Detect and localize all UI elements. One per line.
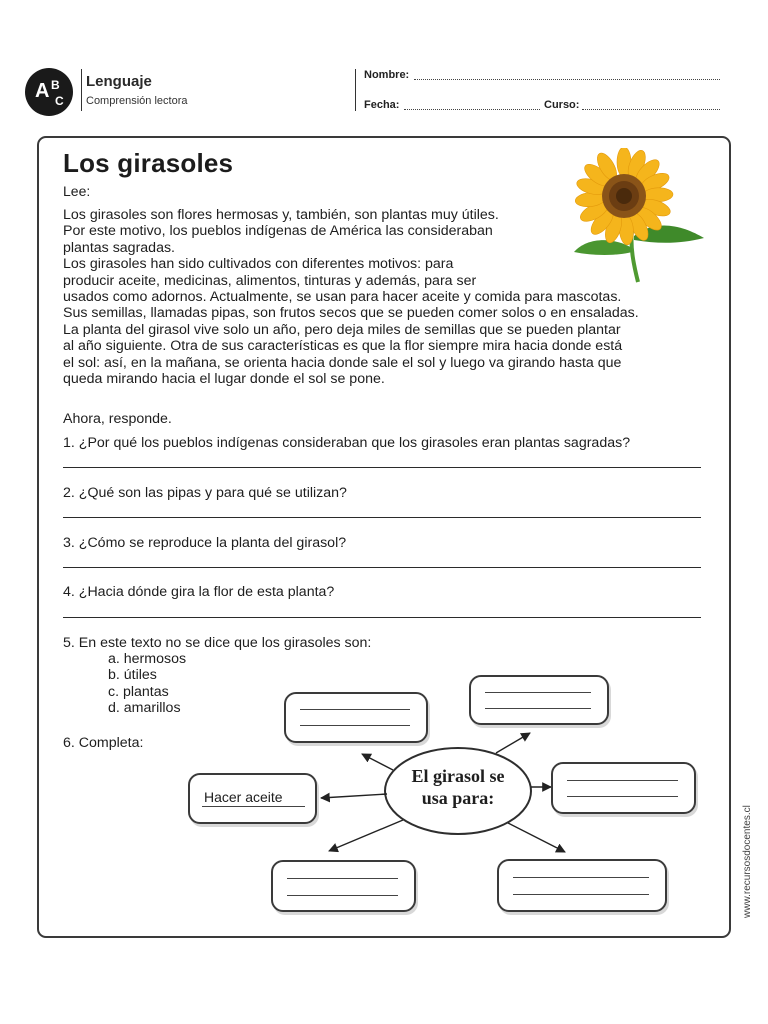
option-d[interactable]: d. amarillos: [108, 700, 181, 717]
respond-heading: Ahora, responde.: [63, 411, 172, 427]
reading-line: plantas sagradas.: [63, 239, 175, 256]
page-title: Los girasoles: [63, 148, 234, 178]
answer-box-right[interactable]: [551, 762, 696, 814]
reading-line: queda mirando hacia el lugar donde el sol se pone.: [63, 371, 385, 388]
subject-subtitle: Comprensión lectora: [86, 95, 188, 107]
question-6: 6. Completa:: [63, 735, 144, 751]
reading-line: usados como adornos. Actualmente, se usan para hacer aceite y comida para mascotas.: [63, 289, 622, 306]
answer-box-left[interactable]: [188, 773, 317, 824]
option-a[interactable]: a. hermosos: [108, 651, 187, 667]
name-label: Nombre:: [364, 69, 410, 81]
reading-line: Los girasoles han sido cultivados con diferentes motivos: para: [63, 256, 454, 273]
answer-box-bottom-right[interactable]: [497, 859, 667, 912]
answer-box-top-right[interactable]: [469, 675, 609, 725]
answer-box-top-left[interactable]: [284, 692, 428, 743]
question-4: 4. ¿Hacia dónde gira la flor de esta planta?: [63, 584, 335, 600]
center-label-line1: El girasol se: [411, 766, 505, 786]
center-label-line2: usa para:: [421, 788, 495, 808]
subject-title: Lenguaje: [86, 73, 152, 90]
reading-line: Los girasoles son flores hermosas y, también, son plantas muy útiles.: [63, 207, 499, 223]
question-2: 2. ¿Qué son las pipas y para qué se utilizan?: [63, 485, 347, 501]
reading-line: el sol: así, en la mañana, se orienta hacia donde sale el sol y luego va girando hasta que: [63, 354, 622, 371]
question-5: 5. En este texto no se dice que los girasoles son:: [63, 635, 372, 651]
question-1: 1. ¿Por qué los pueblos indígenas consideraban que los girasoles eran plantas sagradas?: [63, 435, 631, 451]
option-b[interactable]: b. útiles: [108, 667, 157, 684]
question-3: 3. ¿Cómo se reproduce la planta del girasol?: [63, 535, 347, 551]
answer-box-bottom-left[interactable]: [271, 860, 416, 912]
reading-line: La planta del girasol vive solo un año, pero deja miles de semillas que se pueden plantar: [63, 321, 621, 338]
reading-line: Por este motivo, los pueblos indígenas de América las consideraban: [63, 223, 493, 240]
date-label: Fecha:: [364, 99, 400, 111]
logo-letter-c: C: [55, 94, 64, 108]
reading-line: Sus semillas, llamadas pipas, son frutos secos que se pueden comer solos o en ensaladas.: [63, 305, 639, 322]
logo-letter-a: A: [35, 80, 50, 102]
option-c[interactable]: c. plantas: [108, 683, 169, 700]
watermark-url: www.recursosdocentes.cl: [742, 805, 753, 918]
reading-line: producir aceite, medicinas, alimentos, tinturas y además, para ser: [63, 272, 477, 289]
course-label: Curso:: [544, 99, 580, 111]
reading-line: al año siguiente. Otra de sus características es que la flor siempre mira hacia donde está: [63, 338, 623, 355]
logo-letter-b: B: [51, 78, 60, 92]
instruction-read: Lee:: [63, 183, 91, 199]
diagram-center-label: [388, 765, 528, 809]
example-answer: Hacer aceite: [204, 789, 283, 805]
